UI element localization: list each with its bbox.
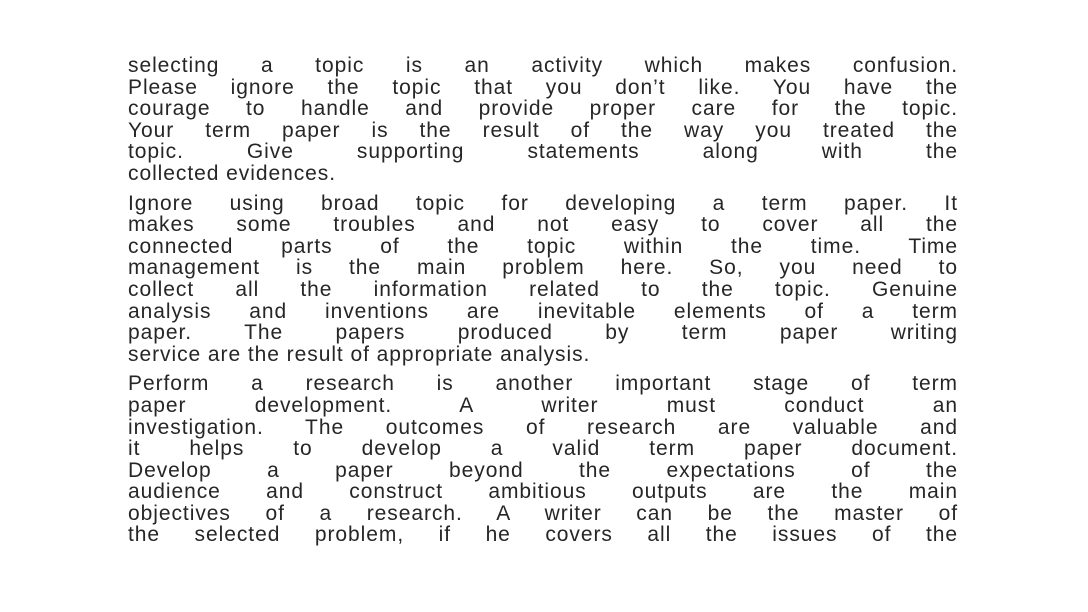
text-line: it helps to develop a valid term paper document. [128,437,958,461]
text-line: Please ignore the topic that you don’t like. You have the [128,75,958,99]
text-line: topic. Give supporting statements along with the [128,140,958,164]
text-line: selecting a topic is an activity which makes confusion. [128,54,958,77]
text-line: analysis and inventions are inevitable elements of a term [128,299,958,323]
text-line: collect all the information related to the topic. Genuine [128,277,958,301]
text-line: service are the result of appropriate analysis. [128,342,591,366]
text-line: collected evidences. [128,161,337,185]
text-line: Develop a paper beyond the expectations of the [128,458,958,482]
paragraph [128,193,958,366]
document-text [128,55,958,554]
text-line: Perform a research is another important stage of term [128,372,958,396]
text-line: makes some troubles and not easy to cover all the [128,213,958,237]
paragraph [128,373,958,546]
text-line: investigation. The outcomes of research are valuable and [128,415,958,439]
text-line: audience and construct ambitious outputs are the main [128,480,958,504]
text-line: paper development. A writer must conduct an [128,393,958,417]
text-line: paper. The papers produced by term paper writing [128,321,958,345]
text-line: connected parts of the topic within the time. Time [128,234,958,258]
text-line: the selected problem, if he covers all the issues of the [128,523,958,547]
paragraph [128,55,958,185]
text-line: management is the main problem here. So, you need to [128,256,958,280]
text-line: objectives of a research. A writer can be the master of [128,501,958,525]
text-line: courage to handle and provide proper care for the topic. [128,97,958,121]
text-line: Ignore using broad topic for developing a term paper. It [128,191,958,215]
text-line: Your term paper is the result of the way you treated the [128,118,958,142]
